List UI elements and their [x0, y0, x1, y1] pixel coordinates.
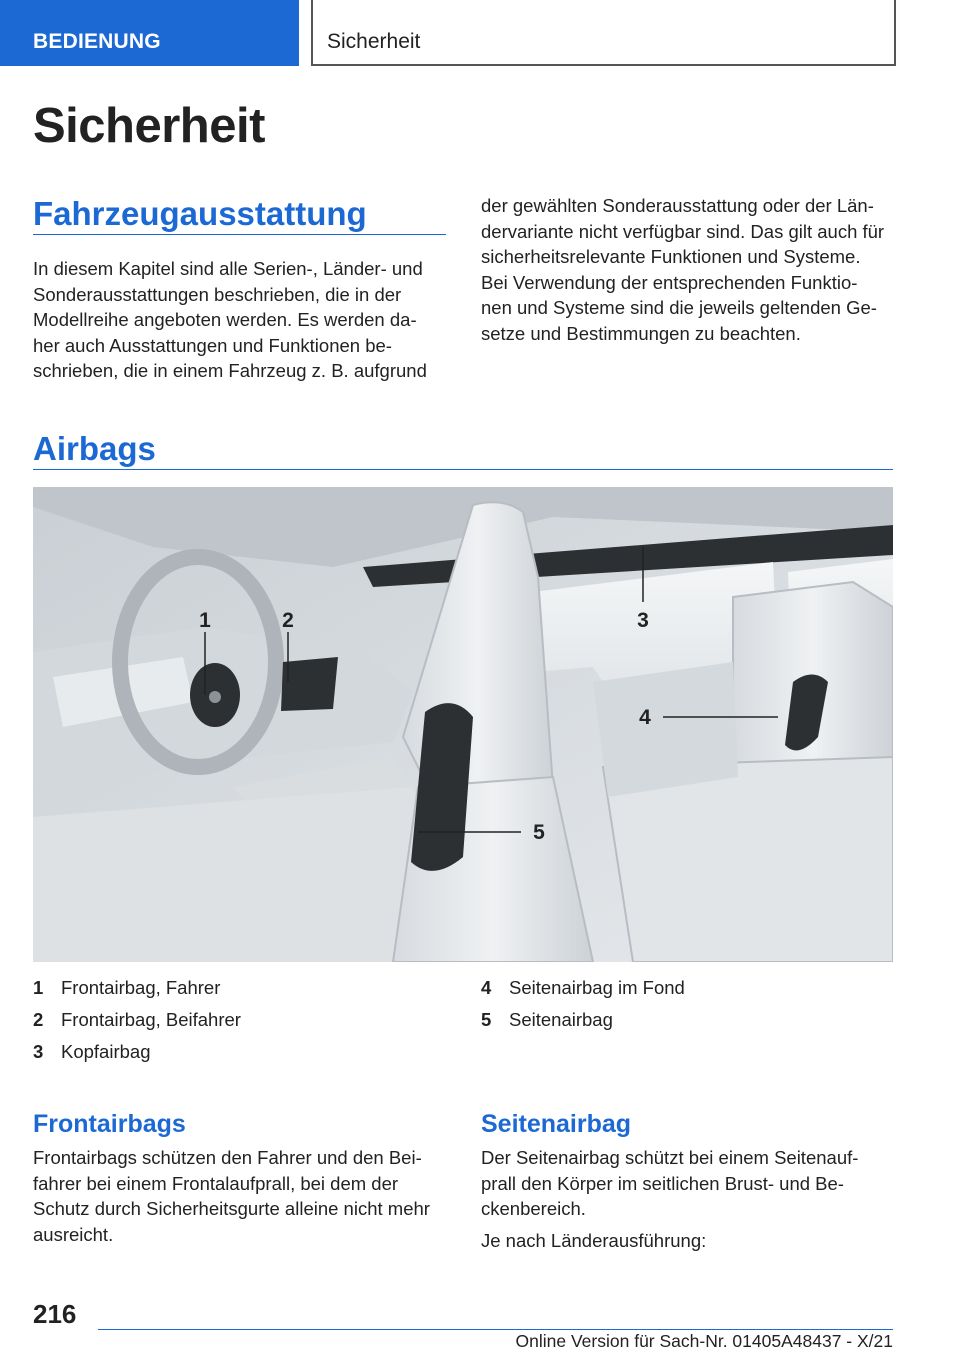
legend-left: [33, 972, 241, 1068]
heading-rule: [33, 234, 446, 235]
seitenairbag-note: Je nach Länderausführung:: [481, 1230, 707, 1251]
section-tab: BEDIENUNG: [0, 0, 299, 66]
frontairbags-text: Frontairbags schützen den Fahrer und den Bei- fahrer bei einem Frontalaufprall, bei dem der Schutz durch Sicherheitsgurte alleine nicht mehr ausreicht.: [33, 1147, 430, 1245]
figure-label-4: 4: [639, 706, 651, 729]
figure-label-5: 5: [533, 821, 545, 844]
fahrzeug-text-col2: der gewählten Sonderausstattung oder der Län- dervariante nicht verfügbar sind. Das gilt auch für sicherheitsrelevante Funktionen und Systeme. Bei Verwendung der entsprechenden Funktio- nen und Systeme sind die jeweils geltenden Ge- setze und Bestimmungen zu beachten.: [481, 195, 885, 344]
legend-right: [481, 972, 685, 1036]
heading-fahrzeugausstattung: Fahrzeugausstattung: [33, 195, 367, 232]
legend-item: 5 Seitenairbag: [481, 1009, 613, 1030]
footer-text: Online Version für Sach-Nr. 01405A48437 - X/21: [515, 1331, 893, 1351]
figure-label-3: 3: [637, 609, 649, 632]
figure-label-1: 1: [199, 609, 211, 632]
seitenairbag-text: Der Seitenairbag schützt bei einem Seitenauf- prall den Körper im seitlichen Brust- und Be- ckenbereich.: [481, 1147, 859, 1220]
page-title: Sicherheit: [33, 99, 265, 153]
fahrzeug-text-col1: In diesem Kapitel sind alle Serien-, Länder- und Sonderausstattungen beschrieben, die in der Modellreihe angeboten werden. Es werden da- her auch Ausstattungen und Funktionen be- schrieben, die in einem Fahrzeug z. B. aufgrund: [33, 258, 427, 382]
page-number: 216: [33, 1299, 77, 1329]
legend-item: 4 Seitenairbag im Fond: [481, 977, 685, 998]
airbag-illustration: [33, 487, 893, 962]
legend-item: 3 Kopfairbag: [33, 1041, 151, 1062]
heading-airbags: Airbags: [33, 430, 156, 467]
heading-rule: [33, 469, 893, 470]
legend-item: 1 Frontairbag, Fahrer: [33, 977, 221, 998]
figure-label-2: 2: [282, 609, 294, 632]
topic-header: Sicherheit: [311, 0, 896, 66]
heading-frontairbags: Frontairbags: [33, 1110, 186, 1138]
footer-rule: [98, 1329, 893, 1330]
heading-seitenairbag: Seitenairbag: [481, 1110, 632, 1138]
legend-item: 2 Frontairbag, Beifahrer: [33, 1009, 241, 1030]
